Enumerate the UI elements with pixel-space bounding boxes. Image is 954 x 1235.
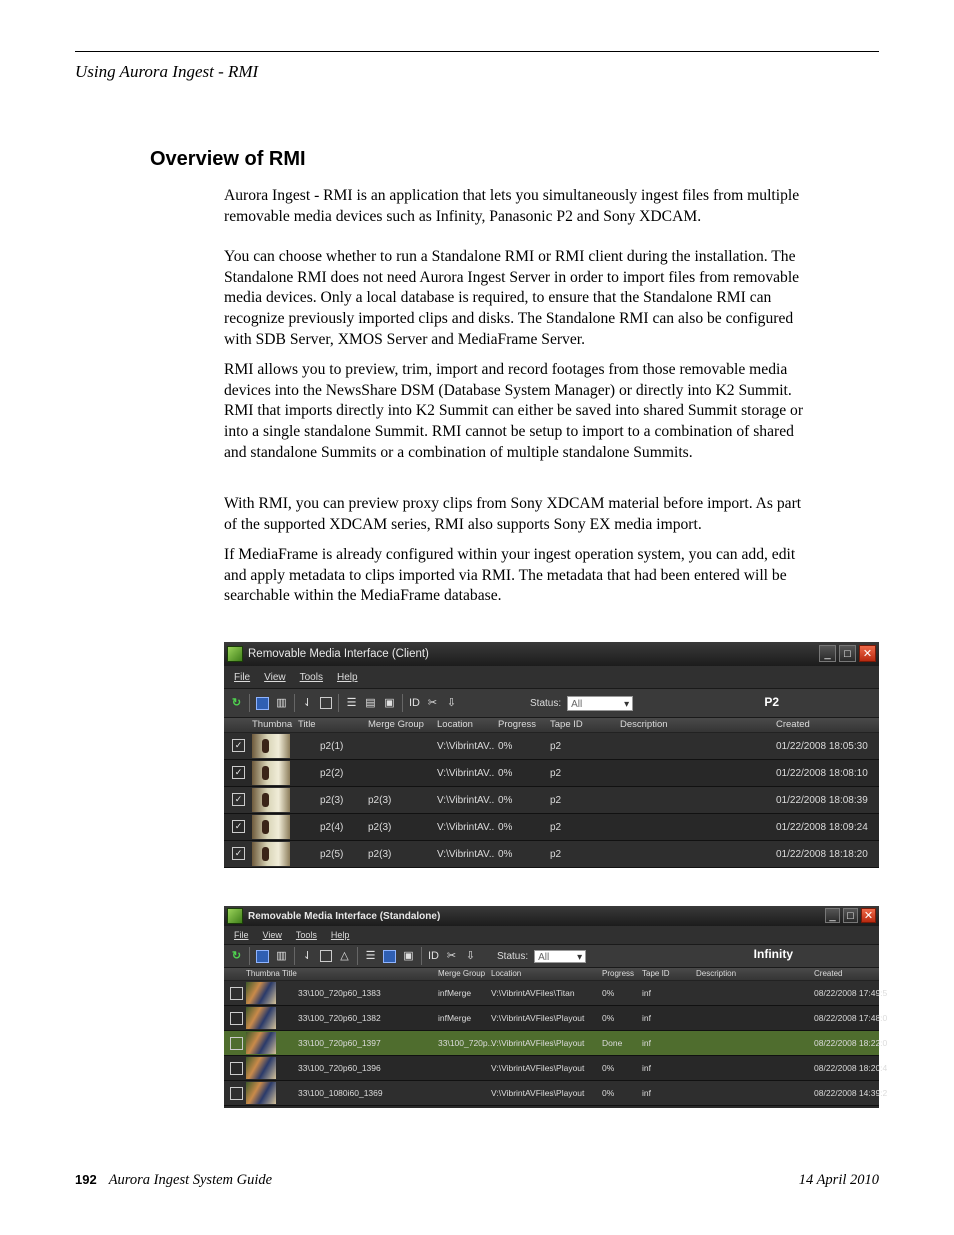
- paragraph-xdcam: With RMI, you can preview proxy clips from Sony XDCAM material before import. As part of the supported XDCAM series, RMI also supports Sony EX media import.: [224, 495, 802, 533]
- cell-created: 01/22/2008 18:09:24: [776, 822, 868, 833]
- col-description[interactable]: Description: [620, 719, 668, 730]
- status-dropdown[interactable]: All ▾: [534, 950, 586, 963]
- cell-location: V:\VibrintAVFiles\Titan: [491, 988, 575, 998]
- table-row[interactable]: [224, 1056, 888, 1081]
- clip-thumbnail: [246, 1082, 276, 1104]
- clip-thumbnail: [252, 815, 290, 839]
- table-row-selected[interactable]: [224, 1031, 888, 1056]
- menu-tools[interactable]: Tools: [299, 671, 323, 683]
- grid-view-icon[interactable]: ▥: [276, 949, 287, 962]
- clip-thumbnail: [246, 982, 276, 1004]
- cell-title: 33\100_720p60_1382: [298, 1013, 381, 1023]
- cell-title: p2(2): [320, 768, 344, 779]
- toolbar: [224, 689, 879, 718]
- cell-created: 08/22/2008 17:49:5: [814, 988, 888, 998]
- menu-view[interactable]: View: [262, 930, 282, 940]
- cell-tape: inf: [642, 1013, 651, 1023]
- clip-list: [224, 981, 888, 1106]
- window-title: Removable Media Interface (Standalone): [248, 910, 441, 922]
- cell-tape: p2: [550, 795, 562, 806]
- maximize-button[interactable]: □: [843, 908, 858, 923]
- toolbar: [224, 945, 879, 968]
- cell-progress: 0%: [498, 849, 513, 860]
- cell-title: p2(4): [320, 822, 344, 833]
- col-merge-group[interactable]: Merge Group: [368, 719, 424, 730]
- details-icon[interactable]: ☰: [346, 696, 357, 709]
- mark-in-icon[interactable]: ⇃: [302, 696, 313, 709]
- cell-tape: inf: [642, 1063, 651, 1073]
- clip-thumbnail: [246, 1032, 276, 1054]
- cell-title: 33\100_1080i60_1369: [298, 1088, 383, 1098]
- checkbox[interactable]: [230, 987, 243, 1000]
- checkbox[interactable]: [230, 1012, 243, 1025]
- merge-icon[interactable]: [383, 950, 396, 963]
- checkbox[interactable]: ✓: [232, 766, 245, 779]
- id-icon[interactable]: ID: [409, 696, 420, 709]
- cell-location: V:\VibrintAV..: [437, 768, 495, 779]
- col-title[interactable]: Title: [282, 969, 297, 978]
- cell-progress: 0%: [602, 988, 615, 998]
- app-icon: [227, 646, 243, 662]
- cell-created: 08/22/2008 18:20:4: [814, 1063, 888, 1073]
- paragraph-intro: Aurora Ingest - RMI is an application that lets you simultaneously ingest files from multiple removable media devices such as Infinity, Panasonic P2 and Sony XDCAM.: [224, 187, 800, 225]
- col-created[interactable]: Created: [776, 719, 810, 730]
- paragraph-mediaframe: If MediaFrame is already configured within your ingest operation system, you can add, edit and apply metadata to clips imported via RMI. The metadata that had been entered will be searchable within the MediaFrame database.: [224, 546, 796, 605]
- col-title[interactable]: Title: [298, 719, 316, 730]
- cell-merge: p2(3): [368, 849, 392, 860]
- table-row[interactable]: [224, 1081, 888, 1106]
- maximize-button[interactable]: □: [839, 645, 856, 662]
- import-icon[interactable]: ▣: [384, 696, 395, 709]
- checkbox[interactable]: ✓: [232, 847, 245, 860]
- merge-icon[interactable]: ▤: [365, 696, 376, 709]
- status-label: Status:: [530, 697, 562, 709]
- cell-progress: 0%: [498, 822, 513, 833]
- device-label: Infinity: [753, 947, 793, 961]
- cell-created: 01/22/2008 18:18:20: [776, 849, 868, 860]
- cell-created: 01/22/2008 18:05:30: [776, 741, 868, 752]
- cell-location: V:\VibrintAVFiles\Playout: [491, 1063, 585, 1073]
- device-label: P2: [764, 695, 779, 709]
- cell-location: V:\VibrintAV..: [437, 795, 495, 806]
- cell-tape: p2: [550, 768, 562, 779]
- pin-icon[interactable]: ⇩: [446, 696, 457, 709]
- menu-help[interactable]: Help: [336, 671, 358, 683]
- status-dropdown[interactable]: All ▾: [567, 696, 633, 711]
- cell-merge: 33\100_720p...: [438, 1038, 495, 1048]
- window-titlebar: [224, 906, 879, 926]
- window-titlebar: [224, 642, 879, 666]
- paragraph-standalone: You can choose whether to run a Standalone RMI or RMI client during the installation. The Standalone RMI does not need Aurora Ingest Server in order to import files from removable media devices. Only a local database is required, to ensure that the Standalone RMI can recognize previously imported clips and disks. The Standalone RMI can also be configured with SDB Server, XMOS Server and MediaFrame Server.: [224, 248, 800, 348]
- import-icon[interactable]: ▣: [403, 949, 414, 962]
- column-header: [224, 718, 879, 733]
- menu-bar: [224, 926, 879, 945]
- col-progress[interactable]: Progress: [602, 969, 635, 978]
- cell-created: 08/22/2008 17:48:0: [814, 1013, 888, 1023]
- close-button[interactable]: ✕: [861, 908, 876, 923]
- list-view-icon[interactable]: [256, 697, 269, 710]
- table-row[interactable]: [224, 787, 879, 814]
- minimize-button[interactable]: _: [819, 645, 836, 662]
- menu-tools[interactable]: Tools: [295, 930, 317, 940]
- cell-progress: 0%: [602, 1063, 615, 1073]
- refresh-icon[interactable]: ↻: [231, 696, 242, 709]
- app-icon: [227, 908, 243, 924]
- checkbox[interactable]: ✓: [232, 739, 245, 752]
- clip-thumbnail: [252, 788, 290, 812]
- pin-icon[interactable]: ⇩: [465, 949, 476, 962]
- cell-progress: 0%: [602, 1088, 615, 1098]
- cell-title: 33\100_720p60_1383: [298, 988, 381, 998]
- mark-in-icon[interactable]: ⇃: [302, 949, 313, 962]
- menu-view[interactable]: View: [264, 671, 286, 683]
- clip-thumbnail: [252, 842, 290, 866]
- table-row[interactable]: [224, 760, 879, 787]
- rmi-client-window: [224, 642, 879, 863]
- scissors-icon[interactable]: ✂: [446, 949, 457, 962]
- col-location[interactable]: Location: [437, 719, 473, 730]
- table-row[interactable]: [224, 814, 879, 841]
- table-row[interactable]: [224, 981, 888, 1006]
- cell-tape: p2: [550, 849, 562, 860]
- col-location[interactable]: Location: [491, 969, 522, 978]
- rmi-standalone-window: [224, 906, 888, 1108]
- col-tape-id[interactable]: Tape ID: [642, 969, 670, 978]
- cell-progress: 0%: [498, 795, 513, 806]
- record-icon[interactable]: [320, 697, 332, 709]
- record-icon[interactable]: [320, 950, 332, 962]
- table-row[interactable]: [224, 841, 879, 868]
- scissors-icon[interactable]: ✂: [427, 696, 438, 709]
- checkbox[interactable]: [230, 1037, 243, 1050]
- minimize-button[interactable]: _: [825, 908, 840, 923]
- cell-title: p2(5): [320, 849, 344, 860]
- col-progress[interactable]: Progress: [498, 719, 537, 730]
- column-header: [224, 968, 879, 981]
- cell-title: p2(1): [320, 741, 344, 752]
- list-view-icon[interactable]: [256, 950, 269, 963]
- col-thumbnail[interactable]: Thumbna: [246, 969, 280, 978]
- cell-location: V:\VibrintAVFiles\Playout: [491, 1038, 585, 1048]
- guide-title: Aurora Ingest System Guide: [108, 1172, 273, 1188]
- cell-title: 33\100_720p60_1397: [298, 1038, 381, 1048]
- checkbox[interactable]: ✓: [232, 793, 245, 806]
- cell-merge: p2(3): [368, 822, 392, 833]
- cell-location: V:\VibrintAV..: [437, 822, 495, 833]
- close-button[interactable]: ✕: [859, 645, 876, 662]
- clip-thumbnail: [246, 1057, 276, 1079]
- footer-date: 14 April 2010: [798, 1172, 879, 1188]
- status-label: Status:: [497, 950, 529, 962]
- section-heading: Overview of RMI: [150, 148, 306, 170]
- table-row[interactable]: [224, 733, 879, 760]
- cell-progress: 0%: [498, 741, 513, 752]
- cell-progress: 0%: [498, 768, 513, 779]
- menu-help[interactable]: Help: [330, 930, 350, 940]
- checkbox[interactable]: [230, 1087, 243, 1100]
- page-number: 192: [75, 1172, 97, 1187]
- cell-location: V:\VibrintAVFiles\Playout: [491, 1088, 585, 1098]
- col-description[interactable]: Description: [696, 969, 737, 978]
- cell-tape: inf: [642, 988, 651, 998]
- cell-merge: p2(3): [368, 795, 392, 806]
- cell-created: 08/22/2008 14:39:2: [814, 1088, 888, 1098]
- cell-merge: infMerge: [438, 1013, 472, 1023]
- cell-tape: inf: [642, 1088, 651, 1098]
- menu-file[interactable]: File: [234, 671, 251, 683]
- cell-progress: 0%: [602, 1013, 615, 1023]
- cell-created: 01/22/2008 18:08:39: [776, 795, 868, 806]
- refresh-icon[interactable]: ↻: [231, 949, 242, 962]
- clip-list: [224, 733, 879, 868]
- paragraph-preview: RMI allows you to preview, trim, import and record footages from those removable media devices into the NewsShare DSM (Database System Manager) or directly into K2 Summit. RMI that imports directly into K2 Summit can either be saved into shared Summit storage or into a single standalone Summit. RMI cannot be setup to import to a combination of shared and standalone Summits or a combination of multiple standalone Summits.: [224, 361, 804, 461]
- cell-location: V:\VibrintAVFiles\Playout: [491, 1013, 585, 1023]
- cell-created: 01/22/2008 18:08:10: [776, 768, 868, 779]
- running-header: Using Aurora Ingest - RMI: [75, 62, 259, 81]
- menu-file[interactable]: File: [234, 930, 249, 940]
- col-tape-id[interactable]: Tape ID: [550, 719, 583, 730]
- cell-created: 08/22/2008 18:22:0: [814, 1038, 888, 1048]
- cell-merge: infMerge: [438, 988, 472, 998]
- cell-tape: p2: [550, 741, 562, 752]
- clip-thumbnail: [252, 734, 290, 758]
- checkbox[interactable]: ✓: [232, 820, 245, 833]
- footer-left: [75, 1172, 272, 1189]
- checkbox[interactable]: [230, 1062, 243, 1075]
- window-title: Removable Media Interface (Client): [248, 648, 429, 660]
- cell-location: V:\VibrintAV..: [437, 741, 495, 752]
- cell-progress: Done: [602, 1038, 623, 1048]
- cell-location: V:\VibrintAV..: [437, 849, 495, 860]
- col-merge-group[interactable]: Merge Group: [438, 969, 486, 978]
- id-icon[interactable]: ID: [428, 949, 439, 962]
- col-thumbnail[interactable]: Thumbna: [252, 719, 293, 730]
- clip-thumbnail: [246, 1007, 276, 1029]
- cell-tape: inf: [642, 1038, 651, 1048]
- cell-tape: p2: [550, 822, 562, 833]
- cell-title: p2(3): [320, 795, 344, 806]
- cell-title: 33\100_720p60_1396: [298, 1063, 381, 1073]
- header-rule: [75, 51, 879, 52]
- details-icon[interactable]: ☰: [365, 949, 376, 962]
- grid-view-icon[interactable]: ▥: [276, 696, 287, 709]
- warning-icon[interactable]: △: [340, 949, 349, 962]
- menu-bar: [224, 666, 879, 689]
- table-row[interactable]: [224, 1006, 888, 1031]
- col-created[interactable]: Created: [814, 969, 843, 978]
- clip-thumbnail: [252, 761, 290, 785]
